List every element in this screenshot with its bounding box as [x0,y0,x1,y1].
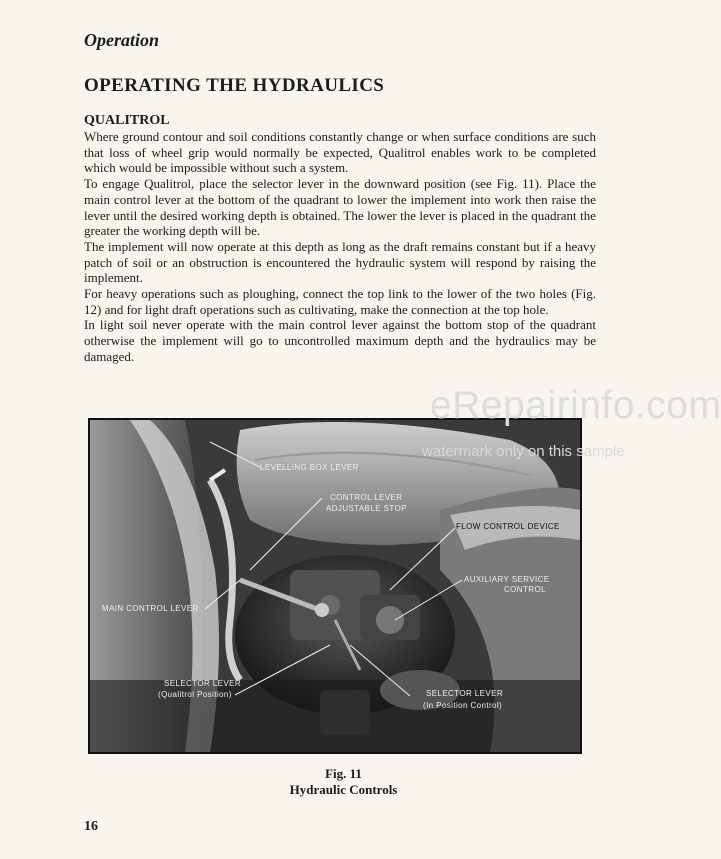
callout-auxiliary-service: AUXILIARY SERVICE [464,575,550,584]
paragraph: To engage Qualitrol, place the selector lever in the downward position (see Fig. 11). Place the main control lever at the bottom of the quadrant to lower the implement into work then raise the lever until the desired working depth is obtained. The lower the lever is placed in the quadrant the greater the working depth will be. [84,176,596,239]
section-header: Operation [84,30,160,50]
callout-selector-lever-qualitrol: SELECTOR LEVER [164,679,242,688]
paragraph: In light soil never operate with the main control lever against the bottom stop of the quadrant otherwise the implement will go to uncontrolled maximum depth and the hydraulics may be damaged. [84,317,596,364]
hydraulic-controls-photo [88,418,582,754]
paragraph: For heavy operations such as ploughing, connect the top link to the lower of the two holes (Fig. 12) and for light draft operations such as cultivating, make the connection at the top hole. [84,286,596,317]
figure-number: Fig. 11 [325,766,362,781]
page-title: OPERATING THE HYDRAULICS [84,75,385,96]
callout-qualitrol-position: (Qualitrol Position) [158,690,232,699]
paragraph: The implement will now operate at this depth as long as the draft remains constant but if a heavy patch of soil or an obstruction is encountered the hydraulic system will respond by raising the implement. [84,238,596,286]
callout-levelling-box-lever: LEVELLING BOX LEVER [260,463,359,472]
page-number: 16 [84,819,98,834]
body-text [84,129,596,365]
callout-auxiliary-control: CONTROL [504,585,546,594]
callout-position-control: (In Position Control) [423,701,503,710]
callout-control-lever: CONTROL LEVER [330,493,403,502]
callout-flow-control-device: FLOW CONTROL DEVICE [456,522,560,531]
figure-caption: Hydraulic Controls [289,782,398,797]
callout-main-control-lever: MAIN CONTROL LEVER [102,604,199,613]
watermark-brand: eRepairinfo.com [430,384,721,427]
paragraph: Where ground contour and soil conditions constantly change or when surface conditions are such that loss of wheel grip would normally be expected, Qualitrol enables work to be completed which would be impossible without such a system. [84,129,596,176]
callout-adjustable-stop: ADJUSTABLE STOP [326,504,407,513]
callout-selector-lever-position: SELECTOR LEVER [426,689,504,698]
watermark-note: watermark only on this sample [422,443,625,460]
subheading: QUALITROL [84,113,170,128]
